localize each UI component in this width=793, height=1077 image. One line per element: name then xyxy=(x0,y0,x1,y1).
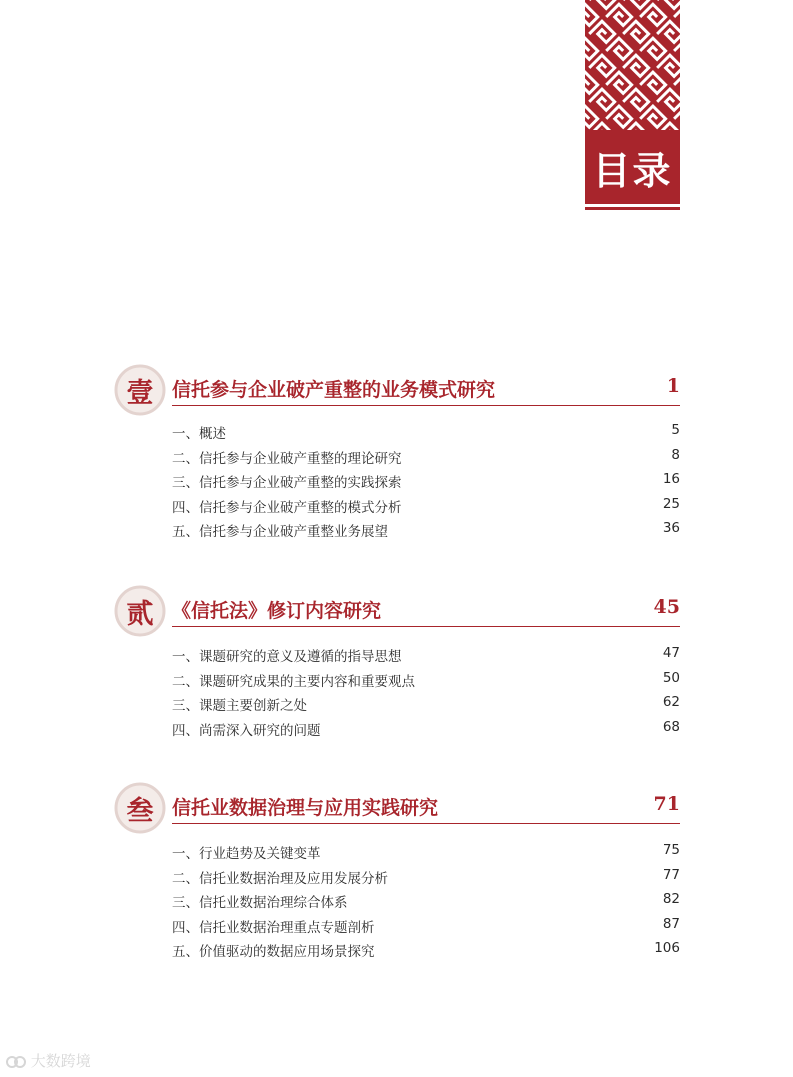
entry-page: 106 xyxy=(654,940,680,956)
entry-label: 二、课题研究成果的主要内容和重要观点 xyxy=(172,673,415,690)
toc-entry[interactable] xyxy=(172,496,680,521)
entry-page: 47 xyxy=(662,645,680,661)
toc-entry[interactable] xyxy=(172,940,680,965)
entry-label: 三、信托参与企业破产重整的实践探索 xyxy=(172,475,402,491)
entry-label: 一、概述 xyxy=(172,426,226,442)
entry-list xyxy=(172,422,680,545)
toc-entry[interactable] xyxy=(172,719,680,744)
entry-label: 四、信托业数据治理重点专题剖析 xyxy=(172,919,375,936)
section-title: 信托业数据治理与应用实践研究 xyxy=(172,797,439,819)
entry-label: 一、课题研究的意义及遵循的指导思想 xyxy=(172,649,402,665)
section-heading[interactable] xyxy=(172,375,680,406)
toc-banner xyxy=(585,0,680,214)
seal-character: 叁 xyxy=(126,795,154,827)
entry-label: 五、信托参与企业破产重整业务展望 xyxy=(172,524,388,540)
toc-entry[interactable] xyxy=(172,471,680,496)
section-page-number: 71 xyxy=(653,793,680,815)
toc-entry[interactable] xyxy=(172,447,680,472)
entry-label: 二、信托业数据治理及应用发展分析 xyxy=(172,870,388,887)
entry-list xyxy=(172,842,680,965)
entry-label: 四、尚需深入研究的问题 xyxy=(172,722,321,739)
entry-page: 5 xyxy=(671,422,680,438)
section-seal xyxy=(112,362,168,418)
section-page-number: 1 xyxy=(666,375,680,397)
section-seal xyxy=(112,583,168,639)
toc-entry[interactable] xyxy=(172,842,680,867)
entry-page: 50 xyxy=(662,669,680,686)
title-underline xyxy=(585,207,680,210)
section-heading[interactable] xyxy=(172,793,680,824)
entry-label: 四、信托参与企业破产重整的模式分析 xyxy=(172,499,402,516)
entry-label: 三、信托业数据治理综合体系 xyxy=(172,895,348,911)
toc-entry[interactable] xyxy=(172,670,680,695)
section-title: 信托参与企业破产重整的业务模式研究 xyxy=(172,379,496,401)
entry-label: 三、课题主要创新之处 xyxy=(172,698,307,714)
toc-entry[interactable] xyxy=(172,645,680,670)
entry-page: 16 xyxy=(662,471,680,487)
watermark-logo-icon xyxy=(6,1054,26,1070)
entry-list xyxy=(172,645,680,743)
page-title: 目录 xyxy=(585,130,680,204)
section-heading[interactable] xyxy=(172,596,680,627)
entry-label: 二、信托参与企业破产重整的理论研究 xyxy=(172,450,402,467)
toc-entry[interactable] xyxy=(172,422,680,447)
entry-page: 87 xyxy=(662,915,680,932)
toc-entry[interactable] xyxy=(172,867,680,892)
section-title: 《信托法》修订内容研究 xyxy=(172,600,382,622)
entry-page: 68 xyxy=(662,718,680,735)
seal-character: 壹 xyxy=(126,377,154,409)
toc-entry[interactable] xyxy=(172,694,680,719)
section-seal xyxy=(112,780,168,836)
entry-page: 82 xyxy=(662,891,680,907)
entry-page: 25 xyxy=(662,495,680,512)
entry-page: 8 xyxy=(671,446,680,463)
toc-entry[interactable] xyxy=(172,520,680,545)
fret-pattern xyxy=(585,0,680,130)
entry-page: 36 xyxy=(662,520,680,536)
entry-page: 62 xyxy=(662,694,680,710)
entry-page: 75 xyxy=(662,842,680,858)
watermark-text: 大数跨境 xyxy=(30,1052,91,1070)
toc-entry[interactable] xyxy=(172,916,680,941)
section-page-number: 45 xyxy=(653,596,680,618)
entry-page: 77 xyxy=(662,866,680,883)
entry-label: 五、价值驱动的数据应用场景探究 xyxy=(172,944,375,960)
entry-label: 一、行业趋势及关键变革 xyxy=(172,846,321,862)
toc-entry[interactable] xyxy=(172,891,680,916)
watermark xyxy=(6,1050,91,1071)
seal-character: 贰 xyxy=(126,598,154,630)
